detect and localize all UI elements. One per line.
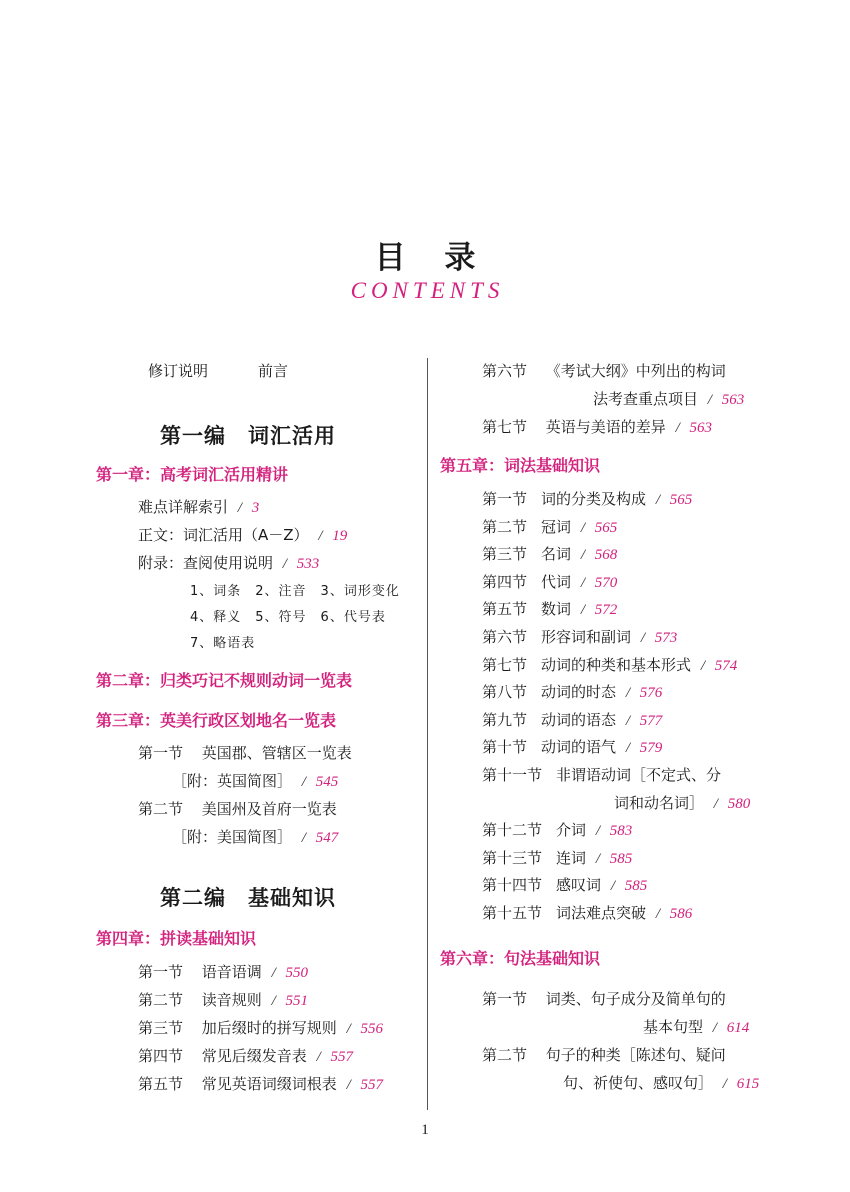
toc-entry[interactable] [482, 361, 726, 381]
page-ref: 574 [714, 658, 738, 674]
separator: / [580, 547, 585, 563]
page-ref: 583 [609, 823, 633, 839]
separator: / [625, 685, 630, 701]
toc-entry[interactable] [482, 875, 647, 896]
page-ref: 570 [594, 575, 618, 591]
section-number: 第九节 [482, 711, 528, 729]
page-subtitle: CONTENTS [350, 278, 505, 303]
entry-label: 感叹词 [556, 876, 602, 894]
entry-label: ［附：美国简图］ [172, 828, 293, 846]
entry-label: 动词的语态 [541, 711, 617, 729]
section-number: 第二节 [138, 800, 184, 818]
toc-entry[interactable]: 第七节 英语与美语的差异 / 563 [482, 418, 713, 436]
toc-entry[interactable] [482, 655, 737, 676]
appendix-sub-item: 7、略语表 [190, 636, 256, 651]
toc-entry[interactable]: 正文：词汇活用（A－Z） / 19 [138, 526, 348, 544]
separator: / [700, 658, 705, 674]
front-matter-preface: 前言 [258, 362, 289, 380]
column-divider [427, 358, 428, 1110]
separator: / [580, 602, 585, 618]
section-number: 第六节 [482, 628, 528, 646]
separator: / [595, 851, 600, 867]
toc-entry[interactable] [482, 599, 617, 620]
separator: / [625, 713, 630, 729]
toc-entry[interactable] [482, 765, 721, 785]
separator: / [625, 740, 630, 756]
entry-label: 冠词 [541, 518, 572, 536]
entry-label: 常见后缀发音表 [201, 1047, 307, 1065]
section-number: 第三节 [138, 1019, 184, 1037]
toc-entry-continuation[interactable]: ［附：英国简图］ / 545 [172, 772, 339, 790]
entry-label: 数词 [541, 600, 572, 618]
toc-entry-continuation[interactable]: 法考查重点项目 / 563 [593, 390, 745, 408]
entry-label: 词和动名词］ [614, 794, 705, 812]
page-ref: 550 [285, 965, 309, 981]
entry-label: 介词 [556, 821, 587, 839]
section-number: 第一节 [482, 490, 528, 508]
toc-entry[interactable] [482, 903, 692, 924]
entry-label: 词法难点突破 [556, 904, 647, 922]
page-ref: 565 [594, 520, 618, 536]
page-ref: 3 [251, 500, 260, 516]
entry-label: 法考查重点项目 [593, 390, 699, 408]
page-ref: 585 [624, 878, 648, 894]
section-number: 第七节 [482, 656, 528, 674]
separator: / [580, 520, 585, 536]
toc-entry[interactable] [482, 820, 632, 841]
page-ref: 557 [360, 1077, 384, 1093]
section-number: 第十五节 [482, 904, 543, 922]
separator: / [713, 796, 718, 812]
section-number: 第十一节 [482, 766, 543, 784]
toc-entry[interactable] [138, 743, 352, 763]
section-number: 第四节 [482, 573, 528, 591]
page-ref: 568 [594, 547, 618, 563]
entry-label: 加后缀时的拼写规则 [201, 1019, 337, 1037]
chapter-4-title[interactable]: 第四章：拼读基础知识 [96, 929, 257, 948]
section-number: 第十三节 [482, 849, 543, 867]
separator: / [595, 823, 600, 839]
chapter-6-title[interactable]: 第六章：句法基础知识 [440, 949, 601, 968]
entry-label: 非谓语动词［不定式、分 [556, 766, 722, 784]
chapter-3-title[interactable]: 第三章：英美行政区划地名一览表 [96, 711, 337, 730]
section-number: 第十二节 [482, 821, 543, 839]
toc-entry[interactable] [482, 517, 617, 538]
page-ref: 586 [669, 906, 693, 922]
entry-label: 形容词和副词 [541, 628, 632, 646]
entry-label: 代词 [541, 573, 572, 591]
toc-entry[interactable] [482, 1045, 726, 1065]
toc-entry[interactable] [482, 848, 632, 869]
page-ref: 614 [726, 1020, 750, 1036]
part-1-title: 第一编 词汇活用 [160, 424, 336, 448]
section-number: 第七节 [482, 418, 528, 436]
section-number: 第二节 [138, 991, 184, 1009]
toc-entry-continuation[interactable] [614, 793, 750, 814]
entry-label: 动词的种类和基本形式 [541, 656, 692, 674]
toc-entry[interactable] [482, 627, 677, 648]
entry-label: 《考试大纲》中列出的构词 [545, 362, 726, 380]
page-ref: 533 [296, 556, 320, 572]
section-number: 第二节 [482, 1046, 528, 1064]
page-ref: 615 [736, 1076, 760, 1092]
entry-label: ［附：英国简图］ [172, 772, 293, 790]
page-ref: 577 [639, 713, 663, 729]
separator: / [655, 492, 660, 508]
part-2-title: 第二编 基础知识 [160, 886, 336, 910]
entry-label: 英语与美语的差异 [545, 418, 666, 436]
page-ref: 547 [315, 830, 339, 846]
entry-label: 连词 [556, 849, 587, 867]
entry-label: 句、祈使句、感叹句］ [563, 1074, 714, 1092]
toc-entry[interactable]: 第五节 常见英语词缀词根表 / 557 [138, 1075, 384, 1093]
toc-entry[interactable] [482, 737, 662, 758]
appendix-sub-item: 1、词条 2、注音 3、词形变化 [190, 584, 400, 599]
separator: / [640, 630, 645, 646]
section-number: 第三节 [482, 545, 528, 563]
section-number: 第一节 [138, 963, 184, 981]
chapter-5-title[interactable]: 第五章：词法基础知识 [440, 456, 601, 475]
entry-label: 动词的语气 [541, 738, 617, 756]
entry-label: 动词的时态 [541, 683, 617, 701]
entry-label: 正文：词汇活用（A－Z） [138, 526, 309, 544]
page-title: 目 录 [374, 240, 490, 276]
chapter-2-title[interactable]: 第二章：归类巧记不规则动词一览表 [96, 671, 353, 690]
entry-label: 句子的种类［陈述句、疑问 [545, 1046, 726, 1064]
page-ref: 545 [315, 774, 339, 790]
front-matter-revision: 修订说明 [148, 362, 209, 380]
toc-entry[interactable]: 难点详解索引 / 3 [138, 498, 260, 516]
toc-entry[interactable] [482, 989, 726, 1009]
toc-entry[interactable] [482, 572, 617, 593]
toc-entry[interactable]: 第三节 加后缀时的拼写规则 / 556 [138, 1019, 384, 1037]
toc-entry[interactable] [138, 799, 337, 819]
toc-entry[interactable]: 第二节 读音规则 / 551 [138, 991, 309, 1009]
entry-label: 语音语调 [201, 963, 262, 981]
separator: / [610, 878, 615, 894]
entry-label: 美国州及首府一览表 [201, 800, 337, 818]
section-number: 第十节 [482, 738, 528, 756]
toc-entry[interactable] [482, 544, 617, 565]
entry-label: 附录：查阅使用说明 [138, 554, 274, 572]
section-number: 第一节 [138, 744, 184, 762]
toc-entry-continuation[interactable]: 基本句型 / 614 [643, 1018, 750, 1036]
page-ref: 19 [332, 528, 348, 544]
page-ref: 573 [654, 630, 678, 646]
toc-entry[interactable] [482, 710, 662, 731]
entry-label: 名词 [541, 545, 572, 563]
toc-entry[interactable]: 附录：查阅使用说明 / 533 [138, 554, 320, 572]
page-ref: 557 [330, 1049, 354, 1065]
toc-entry[interactable] [482, 489, 692, 510]
entry-label: 词类、句子成分及简单句的 [545, 990, 726, 1008]
page-ref: 576 [639, 685, 663, 701]
entry-label: 词的分类及构成 [541, 490, 647, 508]
separator: / [655, 906, 660, 922]
page-ref: 563 [721, 392, 745, 408]
toc-entry-continuation[interactable]: ［附：美国简图］ / 547 [172, 828, 339, 846]
section-number: 第五节 [138, 1075, 184, 1093]
separator: / [580, 575, 585, 591]
page-ref: 556 [360, 1021, 384, 1037]
page-ref: 563 [689, 420, 713, 436]
section-number: 第十四节 [482, 876, 543, 894]
toc-entry[interactable] [482, 682, 662, 703]
entry-label: 读音规则 [201, 991, 262, 1009]
section-number: 第六节 [482, 362, 528, 380]
toc-entry-continuation[interactable]: 句、祈使句、感叹句］ / 615 [563, 1074, 760, 1092]
entry-label: 常见英语词缀词根表 [201, 1075, 337, 1093]
page-ref: 565 [669, 492, 693, 508]
section-number: 第四节 [138, 1047, 184, 1065]
section-number: 第五节 [482, 600, 528, 618]
chapter-1-title[interactable]: 第一章：高考词汇活用精讲 [96, 465, 289, 484]
entry-label: 英国郡、管辖区一览表 [201, 744, 352, 762]
appendix-sub-item: 4、释义 5、符号 6、代号表 [190, 610, 386, 625]
page-ref: 551 [285, 993, 309, 1009]
page-ref: 585 [609, 851, 633, 867]
section-number: 第一节 [482, 990, 528, 1008]
page-number: 1 [421, 1122, 429, 1138]
page-ref: 579 [639, 740, 663, 756]
section-number: 第八节 [482, 683, 528, 701]
entry-label: 难点详解索引 [138, 498, 229, 516]
toc-entry[interactable]: 第一节 语音语调 / 550 [138, 963, 309, 981]
section-number: 第二节 [482, 518, 528, 536]
page-ref: 580 [727, 796, 751, 812]
entry-label: 基本句型 [643, 1018, 704, 1036]
toc-entry[interactable]: 第四节 常见后缀发音表 / 557 [138, 1047, 354, 1065]
page-ref: 572 [594, 602, 618, 618]
